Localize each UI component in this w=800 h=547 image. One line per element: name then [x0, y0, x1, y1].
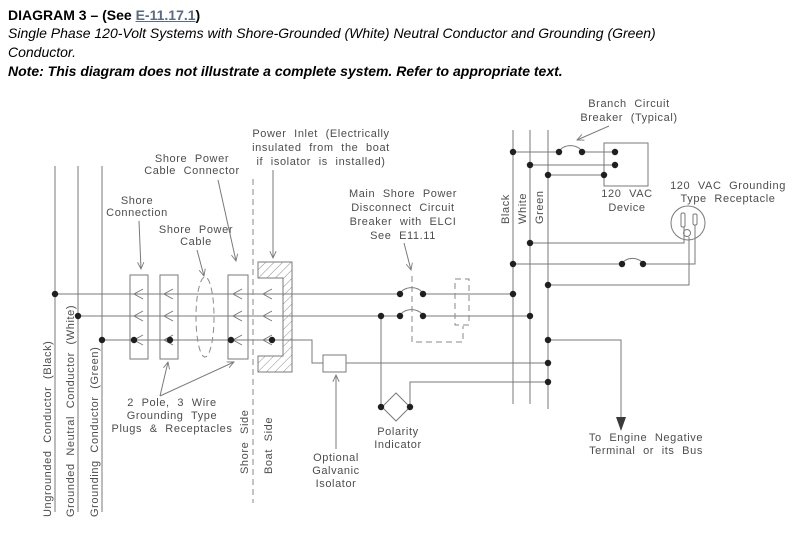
polarity-indicator-symbol: [381, 316, 548, 421]
svg-text:Isolator: Isolator: [315, 478, 357, 490]
svg-text:Terminal or its Bus: Terminal or its Bus: [589, 445, 703, 457]
grounding-conductor-label: Grounding Conductor (Green): [89, 346, 101, 517]
boat-buses: [513, 130, 548, 409]
svg-text:Device: Device: [608, 202, 646, 214]
ungrounded-conductor-label: Ungrounded Conductor (Black): [42, 340, 54, 517]
engine-ground-label: To Engine Negative: [588, 432, 704, 444]
subtitle-line1: Single Phase 120-Volt Systems with Shore-Grounded (White) Neutral Conductor and Grounding (Green): [8, 25, 656, 41]
reference-link[interactable]: E-11.17.1: [135, 7, 196, 23]
svg-text:Disconnect Circuit: Disconnect Circuit: [351, 202, 455, 214]
svg-text:See E11.11: See E11.11: [370, 230, 436, 242]
diagram-subtitle: [8, 24, 790, 62]
galvanic-isolator-label: Optional: [313, 452, 359, 464]
connector-symbols: [130, 275, 272, 359]
svg-text:Breaker with ELCI: Breaker with ELCI: [349, 216, 457, 228]
svg-text:Grounding Type: Grounding Type: [126, 410, 218, 422]
svg-text:Type Receptacle: Type Receptacle: [680, 193, 776, 205]
shore-side-label: Shore Side: [239, 409, 251, 474]
bus-white-label: White: [517, 192, 529, 224]
engine-arrowhead: [616, 417, 626, 431]
shore-connection-label: Shore: [120, 195, 154, 207]
grounded-neutral-conductor-label: Grounded Neutral Conductor (White): [65, 304, 77, 517]
boat-side-label: Boat Side: [263, 416, 275, 474]
power-inlet-label: Power Inlet (Electrically: [252, 128, 390, 140]
branch-breaker-label: Branch Circuit: [588, 98, 670, 110]
diagram-note: Note: This diagram does not illustrate a complete system. Refer to appropriate text.: [8, 63, 563, 79]
subtitle-line2: Conductor.: [8, 44, 76, 60]
svg-text:Breaker (Typical): Breaker (Typical): [580, 112, 678, 124]
shore-feed-wires: [55, 294, 548, 363]
title-suffix: ): [195, 7, 201, 23]
title-prefix: DIAGRAM 3 – (See: [8, 7, 136, 23]
shore-cable-symbol: [196, 277, 214, 357]
diagram-labels: [42, 98, 786, 517]
contact-chevrons: [134, 289, 272, 345]
svg-text:insulated from the boat: insulated from the boat: [252, 142, 390, 154]
power-inlet-symbol: [258, 262, 292, 372]
wiring-diagram: [0, 81, 800, 540]
elci-sensor: [412, 276, 469, 342]
engine-ground-run: [548, 340, 626, 431]
header: [0, 0, 800, 81]
svg-text:Connection: Connection: [106, 207, 168, 219]
svg-text:Cable: Cable: [180, 236, 212, 248]
receptacle-symbol: [671, 206, 705, 240]
main-disconnect-breaker: [400, 276, 469, 342]
polarity-indicator-label: Polarity: [377, 426, 419, 438]
cable-connector-label: Shore Power: [154, 153, 230, 165]
page-title: [8, 6, 790, 24]
svg-text:Plugs & Receptacles: Plugs & Receptacles: [111, 423, 233, 435]
galvanic-isolator-box: [323, 355, 346, 372]
shore-cable-label: Shore Power: [158, 224, 234, 236]
main-breaker-label: Main Shore Power: [348, 188, 458, 200]
svg-text:Cable Connector: Cable Connector: [144, 165, 240, 177]
vac-device-label: 120 VAC: [601, 188, 653, 200]
svg-text:if isolator is installed): if isolator is installed): [256, 156, 386, 168]
vac-receptacle-label: 120 VAC Grounding: [670, 180, 786, 192]
bus-black-label: Black: [500, 194, 512, 224]
svg-text:Galvanic: Galvanic: [312, 465, 360, 477]
svg-text:Indicator: Indicator: [374, 439, 422, 451]
bus-green-label: Green: [534, 190, 546, 224]
plugs-receptacles-label: 2 Pole, 3 Wire: [127, 397, 217, 409]
